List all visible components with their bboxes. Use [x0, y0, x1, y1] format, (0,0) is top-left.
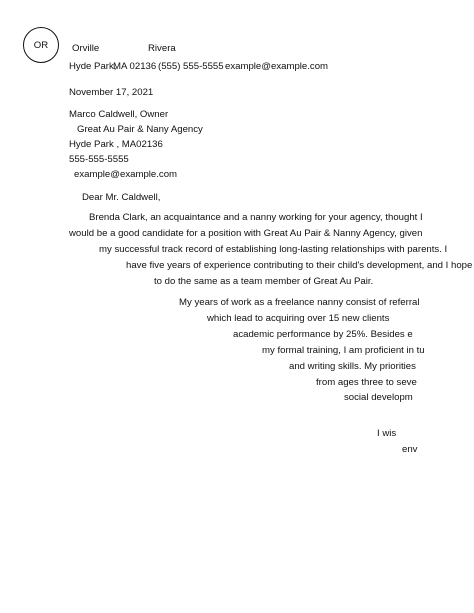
body-line: academic performance by 25%. Besides e: [233, 329, 413, 340]
body-line: to do the same as a team member of Great Au Pair.: [154, 276, 374, 287]
sender-first-name: Orville: [72, 43, 100, 54]
recipient-city: Hyde Park , MA02136: [69, 139, 163, 150]
body-line: which lead to acquiring over 15 new clients: [207, 313, 390, 324]
salutation: Dear Mr. Caldwell,: [82, 192, 161, 203]
sender-phone: (555) 555-5555: [158, 61, 224, 72]
body-line: would be a good candidate for a position with Great Au Pair & Nanny Agency, given: [69, 228, 423, 239]
body-line: social developm: [344, 392, 413, 403]
body-line: have five years of experience contributing to their child's development, and I hope: [126, 260, 473, 271]
recipient-company: Great Au Pair & Nany Agency: [77, 124, 203, 135]
body-line: from ages three to seve: [316, 377, 417, 388]
avatar-initials: OR: [33, 39, 49, 51]
recipient-email: example@example.com: [74, 169, 178, 180]
sender-city: Hyde Park,: [69, 61, 117, 72]
body-line: and writing skills. My priorities: [289, 361, 416, 372]
recipient-name: Marco Caldwell, Owner: [69, 109, 169, 120]
sender-last-name: Rivera: [148, 43, 176, 54]
letter-date: November 17, 2021: [69, 87, 154, 98]
sender-email: example@example.com: [225, 61, 329, 72]
sender-state-zip: MA 02136: [113, 61, 157, 72]
recipient-phone: 555-555-5555: [69, 154, 129, 165]
body-line: my formal training, I am proficient in tu: [262, 345, 425, 356]
body-line: env: [402, 444, 418, 455]
body-line: I wis: [377, 428, 397, 439]
body-line: My years of work as a freelance nanny consist of referral: [179, 297, 420, 308]
body-line: my successful track record of establishing long-lasting relationships with parents. I: [99, 244, 448, 255]
body-line: Brenda Clark, an acquaintance and a nanny working for your agency, thought I: [89, 212, 423, 223]
avatar: [23, 27, 59, 63]
